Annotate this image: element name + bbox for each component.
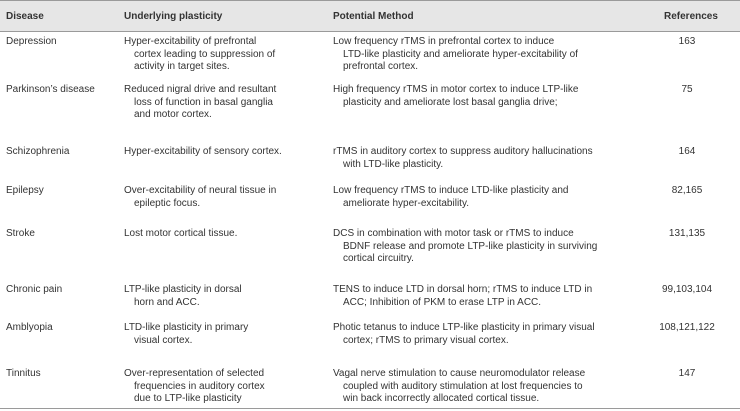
method-line: BDNF release and promote LTP-like plasticity in surviving <box>343 240 598 252</box>
plasticity-cell <box>124 146 324 159</box>
plasticity-line: Hyper-excitability of prefrontal <box>124 36 257 47</box>
disease-cell: Amblyopia <box>6 322 53 333</box>
method-line: prefrontal cortex. <box>343 61 419 72</box>
method-line: LTD-like plasticity and ameliorate hyper-excitability of <box>343 48 578 60</box>
method-line: cortex; rTMS to primary visual cortex. <box>343 334 509 346</box>
plasticity-line: epileptic focus. <box>134 197 201 209</box>
plasticity-line: cortex leading to suppression of <box>134 48 276 60</box>
plasticity-line: frequencies in auditory cortex <box>134 380 265 392</box>
plasticity-cell <box>124 284 324 309</box>
method-cell <box>333 368 633 406</box>
method-line: rTMS in auditory cortex to suppress auditory hallucinations <box>333 146 593 157</box>
method-cell <box>333 185 633 210</box>
references-cell: 131,135 <box>668 228 706 239</box>
references-cell: 82,165 <box>671 185 703 196</box>
method-cell <box>333 36 633 74</box>
method-line: with LTD-like plasticity. <box>343 158 444 170</box>
plasticity-cell <box>124 185 324 210</box>
plasticity-line: Hyper-excitability of sensory cortex. <box>124 146 282 157</box>
disease-cell: Parkinson’s disease <box>6 84 95 95</box>
method-cell <box>333 84 633 109</box>
disease-cell: Schizophrenia <box>6 146 70 157</box>
plasticity-line: due to LTP-like plasticity <box>134 393 242 404</box>
method-cell <box>333 322 633 347</box>
method-line: DCS in combination with motor task or rTMS to induce <box>333 228 574 239</box>
plasticity-line: loss of function in basal ganglia <box>134 96 273 108</box>
header-method: Potential Method <box>333 11 414 22</box>
plasticity-line: Lost motor cortical tissue. <box>124 228 238 239</box>
plasticity-line: visual cortex. <box>134 334 193 346</box>
method-line: TENS to induce LTD in dorsal horn; rTMS to induce LTD in <box>333 284 593 295</box>
plasticity-line: activity in target sites. <box>134 61 230 72</box>
method-line: coupled with auditory stimulation at lost frequencies to <box>343 380 583 392</box>
method-line: plasticity and ameliorate lost basal ganglia drive; <box>343 96 558 108</box>
method-line: Photic tetanus to induce LTP-like plasticity in primary visual <box>333 322 595 333</box>
plasticity-line: Reduced nigral drive and resultant <box>124 84 277 95</box>
references-cell: 75 <box>681 84 693 95</box>
method-cell <box>333 284 633 309</box>
method-line: ACC; Inhibition of PKM to erase LTP in ACC. <box>343 296 542 308</box>
method-line: Low frequency rTMS to induce LTD-like plasticity and <box>333 185 569 196</box>
header-plasticity: Underlying plasticity <box>124 11 223 22</box>
disease-cell: Epilepsy <box>6 185 44 196</box>
plasticity-line: and motor cortex. <box>134 109 212 120</box>
method-line: cortical circuitry. <box>343 253 414 264</box>
references-cell: 164 <box>678 146 696 157</box>
plasticity-line: LTD-like plasticity in primary <box>124 322 249 333</box>
disease-cell: Depression <box>6 36 57 47</box>
plasticity-cell <box>124 84 324 122</box>
plasticity-line: Over-excitability of neural tissue in <box>124 185 277 196</box>
plasticity-line: Over-representation of selected <box>124 368 265 379</box>
table-header <box>0 0 740 32</box>
disease-cell: Tinnitus <box>6 368 41 379</box>
method-cell <box>333 228 633 266</box>
plasticity-cell <box>124 228 324 241</box>
references-cell: 163 <box>678 36 696 47</box>
method-line: Vagal nerve stimulation to cause neuromodulator release <box>333 368 586 379</box>
header-references: References <box>664 11 718 22</box>
references-cell: 108,121,122 <box>659 322 715 333</box>
method-line: ameliorate hyper-excitability. <box>343 197 469 209</box>
method-line: Low frequency rTMS in prefrontal cortex to induce <box>333 36 555 47</box>
method-line: High frequency rTMS in motor cortex to induce LTP-like <box>333 84 579 95</box>
method-cell <box>333 146 633 171</box>
method-line: win back incorrectly allocated cortical tissue. <box>343 393 540 404</box>
plasticity-line: LTP-like plasticity in dorsal <box>124 284 242 295</box>
plasticity-line: horn and ACC. <box>134 296 200 308</box>
references-cell: 147 <box>678 368 696 379</box>
references-cell: 99,103,104 <box>661 284 713 295</box>
disease-cell: Stroke <box>6 228 35 239</box>
plasticity-cell <box>124 36 324 74</box>
header-disease: Disease <box>6 11 44 22</box>
plasticity-cell <box>124 368 324 406</box>
table-bottom-rule <box>0 408 740 409</box>
plasticity-cell <box>124 322 324 347</box>
disease-cell: Chronic pain <box>6 284 63 295</box>
